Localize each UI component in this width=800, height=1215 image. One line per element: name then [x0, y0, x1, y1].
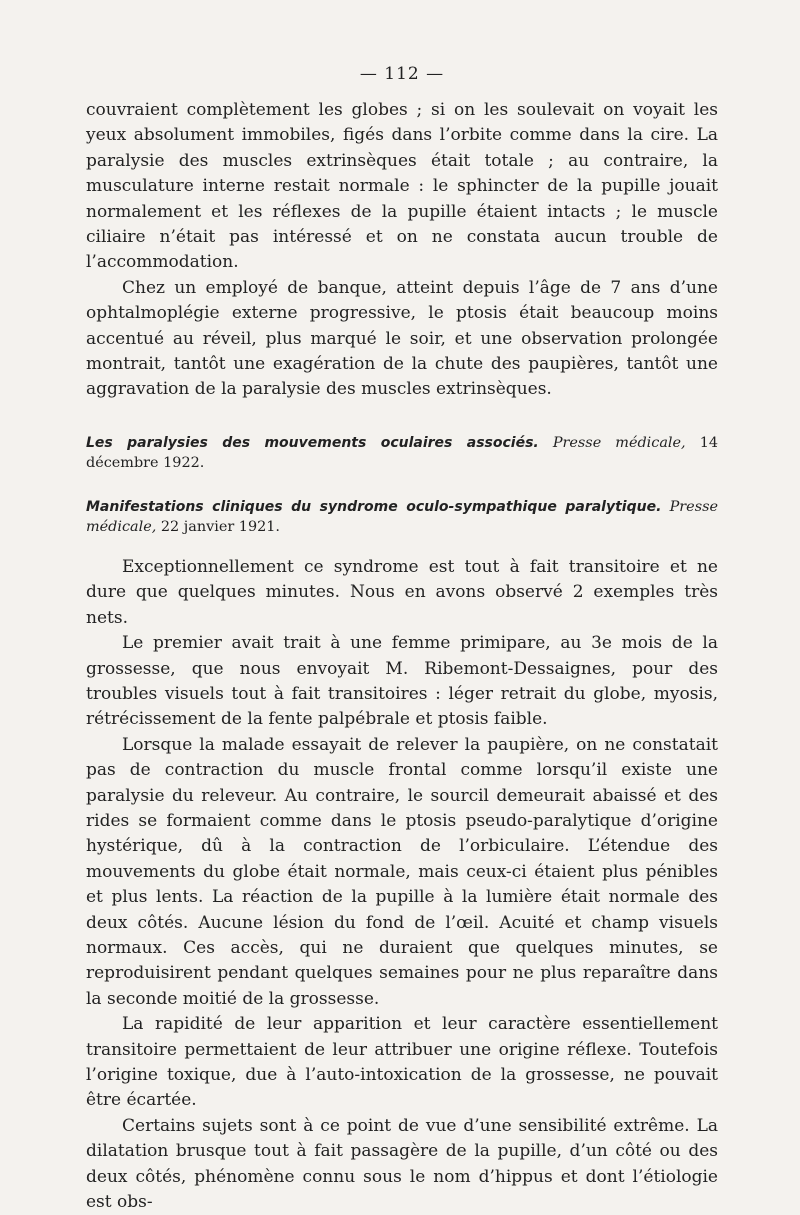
paragraph-rapidite: La rapidité de leur apparition et leur caractère essentiellement transitoire permettaient de leur attribuer une origine réflexe. Toutefois l’origine toxique, due à l’auto-intoxication de la grossesse, ne pouvait être écartée. — [86, 1014, 718, 1111]
reference-title: Manifestations cliniques du syndrome oculo-sympathique paralytique. — [86, 498, 662, 515]
reference-source: Presse médicale, — [552, 434, 686, 451]
paragraph-premier-cas: Le premier avait trait à une femme primipare, au 3e mois de la grossesse, que nous envoyait M. Ribemont-Dessaignes, pour des troubles visuels tout à fait transitoires : léger retrait du globe, myosis, rétrécissement de la fente palpébrale et ptosis faible. — [86, 633, 718, 730]
paragraph-certains-sujets: Certains sujets sont à ce point de vue d’une sensibilité extrême. La dilatation brusque tout à fait passagère de la pupille, d’un côté ou des deux côtés, phénomène connu sous le nom d’hippus et dont l’étiologie est obs- — [86, 1115, 718, 1213]
reference-date: 22 janvier 1921. — [160, 518, 280, 535]
reference-source: Presse médicale, — [86, 498, 718, 535]
paragraph-exceptionnellement: Exceptionnellement ce syndrome est tout à fait transitoire et ne dure que quelques minutes. Nous en avons observé 2 exemples très nets. — [86, 556, 718, 628]
paragraph-lorsque-la-malade: Lorsque la malade essayait de relever la paupière, on ne constatait pas de contraction du muscle frontal comme lorsqu’il existe une paralysie du releveur. Au contraire, le sourcil demeurait abaissé et des rides se formaient comme dans le ptosis pseudo-paralytique d’origine hystérique, dû à la contraction de l’orbiculaire. L’étendue des mouvements du globe était normale, mais ceux-ci étaient plus pénibles et plus lents. La réaction de la pupille à la lumière était normale des deux côtés. Aucune lésion du fond de l’œil. Acuité et champ visuels normaux. Ces accès, qui ne duraient que quelques minutes, se reproduisirent pendant quelques semaines pour ne plus reparaître dans la seconde moitié de la grossesse. — [86, 734, 718, 1009]
reference-date: 14 décembre 1922. — [86, 434, 719, 471]
reference-manifestations — [86, 497, 718, 537]
paragraph-employe-de-banque: Chez un employé de banque, atteint depuis l’âge de 7 ans d’une ophtalmoplégie externe progressive, le ptosis était beaucoup moins accentué au réveil, plus marqué le soir, et une observation prolongée montrait, tantôt une exagération de la chute des paupières, tantôt une aggravation de la paralysie des muscles extrinsèques. — [86, 277, 718, 400]
reference-title: Les paralysies des mouvements oculaires associés. — [86, 434, 539, 451]
paragraph-continued: couvraient complètement les globes ; si on les soulevait on voyait les yeux absolument immobiles, figés dans l’orbite comme dans la cire. La paralysie des muscles extrinsèques était totale ; au contraire, la musculature interne restait normale : le sphincter de la pupille jouait normalement et les réflexes de la pupille étaient intacts ; le muscle ciliaire n’était pas intéressé et on ne constata aucun trouble de l’accommodation. — [86, 100, 718, 273]
reference-paralysies — [86, 433, 718, 473]
page-number: — 112 — — [359, 64, 445, 84]
